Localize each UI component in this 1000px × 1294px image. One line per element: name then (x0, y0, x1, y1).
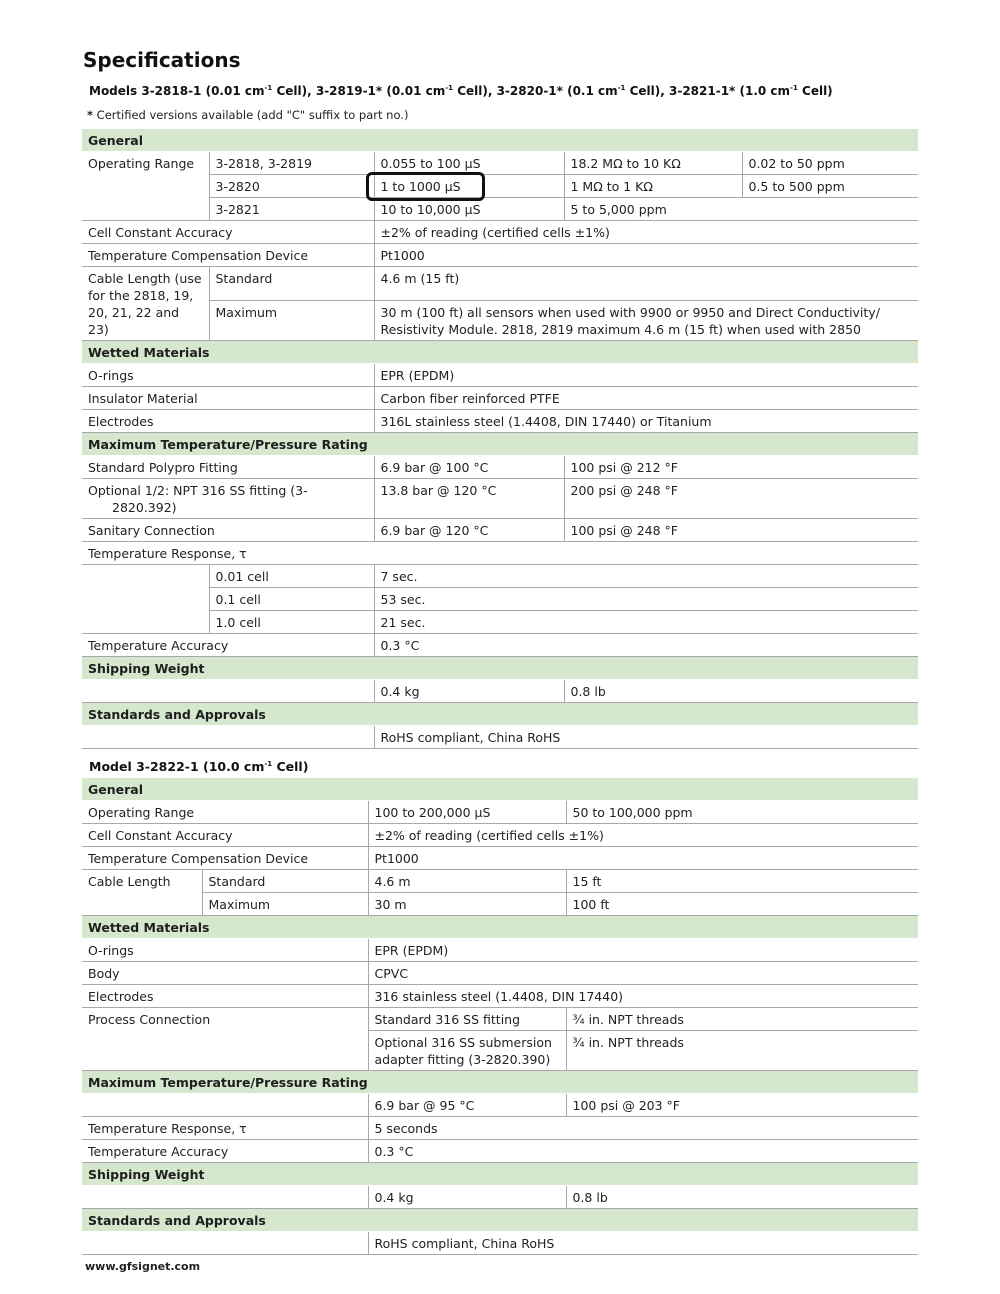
table-row: Sanitary Connection 6.9 bar @ 120 °C 100 psi @ 248 °F (82, 519, 918, 542)
table-row: Temperature Response, τ (82, 542, 918, 565)
section-header-shipping-weight: Shipping Weight (82, 657, 918, 680)
table-row: 6.9 bar @ 95 °C 100 psi @ 203 °F (82, 1094, 918, 1117)
table-row: 0.1 cell 53 sec. (82, 588, 918, 611)
table-row: Operating Range 3-2818, 3-2819 0.055 to 100 µS 18.2 MΩ to 10 KΩ 0.02 to 50 ppm (82, 152, 918, 175)
model2-header: Model 3-2822-1 (10.0 $cm^{-1}$ Cell) (89, 759, 309, 774)
table-row: 3-2820 1 to 1000 µS 1 MΩ to 1 KΩ 0.5 to 500 ppm (82, 175, 918, 198)
table-row: O-rings EPR (EPDM) (82, 939, 918, 962)
table-row: 0.01 cell 7 sec. (82, 565, 918, 588)
table-row: Electrodes 316 stainless steel (1.4408, DIN 17440) (82, 985, 918, 1008)
table-row: 0.4 kg 0.8 lb (82, 680, 918, 703)
table-row: Optional 316 SS submersion adapter fitting (3-2820.390) ¾ in. NPT threads (82, 1031, 918, 1071)
highlight-box (366, 172, 485, 201)
section-header-general: General (82, 129, 918, 152)
table-row: Cell Constant Accuracy ±2% of reading (certified cells ±1%) (82, 221, 918, 244)
models-header: Models 3-2818-1 (0.01 $cm^{-1}$ Cell), 3-2819-1* (0.01 $cm^{-1}$ Cell), 3-2820-1* (0.1 $cm^{-1}$ Cell), 3-2821-1* (1.0 $cm^{-1}$ Cell) (89, 84, 833, 98)
section-header-standards: Standards and Approvals (82, 703, 918, 726)
table-row: 1.0 cell 21 sec. (82, 611, 918, 634)
footer-url[interactable]: www.gfsignet.com (85, 1260, 201, 1273)
table-row: Optional 1/2: NPT 316 SS fitting (3- 2820.392) 13.8 bar @ 120 °C 200 psi @ 248 °F (82, 479, 918, 519)
table-row: Temperature Response, τ 5 seconds (82, 1117, 918, 1140)
table-row: RoHS compliant, China RoHS (82, 726, 918, 749)
table-row: O-rings EPR (EPDM) (82, 364, 918, 387)
table-row: Electrodes 316L stainless steel (1.4408, DIN 17440) or Titanium (82, 410, 918, 433)
spec-table-models-2818-2821 (82, 129, 918, 749)
table-row: Cable Length Standard 4.6 m 15 ft (82, 870, 918, 893)
table-row: 0.4 kg 0.8 lb (82, 1186, 918, 1209)
table-row: RoHS compliant, China RoHS (82, 1232, 918, 1255)
section-header-max-temp-pressure: Maximum Temperature/Pressure Rating (82, 1071, 918, 1094)
certified-note: * Certified versions available (add "C" suffix to part no.) (87, 108, 409, 122)
table-row: Temperature Compensation Device Pt1000 (82, 244, 918, 267)
section-header-standards: Standards and Approvals (82, 1209, 918, 1232)
table-row: Temperature Accuracy 0.3 °C (82, 1140, 918, 1163)
table-row: Temperature Compensation Device Pt1000 (82, 847, 918, 870)
section-header-max-temp-pressure: Maximum Temperature/Pressure Rating (82, 433, 918, 456)
section-header-general: General (82, 778, 918, 801)
table-row: Maximum 30 m 100 ft (82, 893, 918, 916)
spec-table-model-2822 (82, 778, 918, 1255)
table-row: Maximum 30 m (100 ft) all sensors when used with 9900 or 9950 and Direct Conductivity/ Resistivity Module. 2818, 2819 maximum 4.6 m (15 ft) when used with 2850 (82, 301, 918, 341)
table-row: Process Connection Standard 316 SS fitting ¾ in. NPT threads (82, 1008, 918, 1031)
table-row: Temperature Accuracy 0.3 °C (82, 634, 918, 657)
table-row: 3-2821 10 to 10,000 µS 5 to 5,000 ppm (82, 198, 918, 221)
page-title: Specifications (83, 48, 241, 72)
table-row: Insulator Material Carbon fiber reinforced PTFE (82, 387, 918, 410)
table-row: Operating Range 100 to 200,000 µS 50 to 100,000 ppm (82, 801, 918, 824)
section-header-shipping-weight: Shipping Weight (82, 1163, 918, 1186)
table-row: Cable Length (use for the 2818, 19, 20, 21, 22 and 23) Standard 4.6 m (15 ft) (82, 267, 918, 301)
table-row: Cell Constant Accuracy ±2% of reading (certified cells ±1%) (82, 824, 918, 847)
section-header-wetted-materials: Wetted Materials (82, 341, 918, 364)
section-header-wetted-materials: Wetted Materials (82, 916, 918, 939)
table-row: Body CPVC (82, 962, 918, 985)
table-row: Standard Polypro Fitting 6.9 bar @ 100 °C 100 psi @ 212 °F (82, 456, 918, 479)
